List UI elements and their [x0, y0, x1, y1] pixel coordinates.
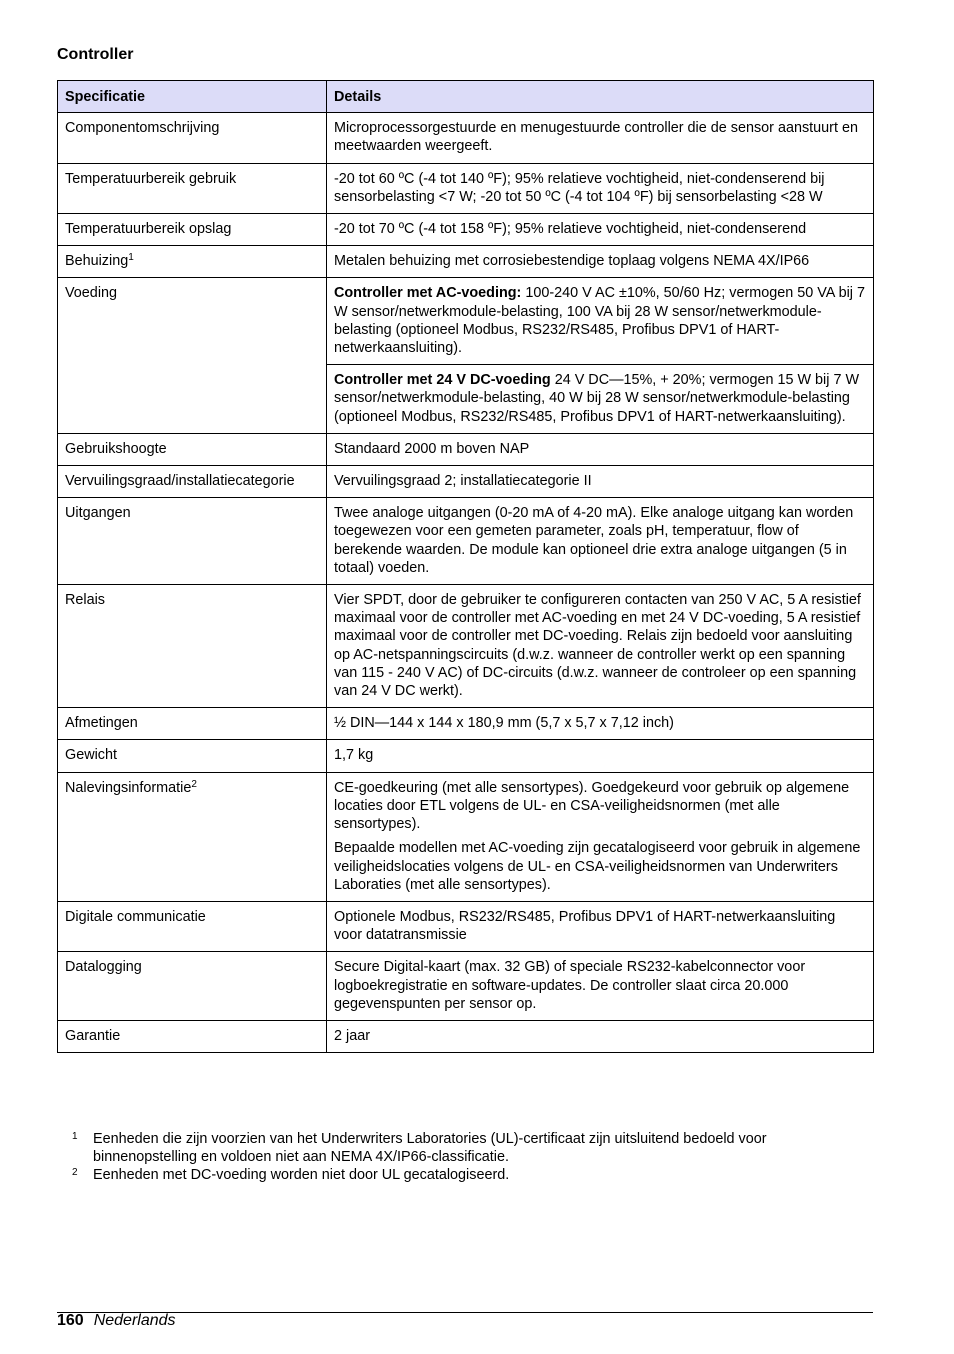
spec-cell: Gebruikshoogte: [58, 433, 327, 465]
detail-cell: Metalen behuizing met corrosiebestendige toplaag volgens NEMA 4X/IP66: [327, 246, 874, 278]
table-row: [58, 498, 874, 585]
spec-cell: Vervuilingsgraad/installatiecategorie: [58, 466, 327, 498]
spec-cell: Componentomschrijving: [58, 113, 327, 163]
detail-cell: [327, 365, 874, 434]
footnote-text: Eenheden met DC-voeding worden niet door UL gecatalogiseerd.: [93, 1167, 510, 1184]
table-row: [58, 740, 874, 772]
spec-cell: [58, 246, 327, 278]
spec-cell: Temperatuurbereik opslag: [58, 214, 327, 246]
detail-cell: Secure Digital-kaart (max. 32 GB) of speciale RS232-kabelconnector voor logboekregistratie en software-updates. De controller slaat circa 20.000 gegevenspunten per sensor op.: [327, 952, 874, 1021]
detail-cell: Twee analoge uitgangen (0-20 mA of 4-20 mA). Elke analoge uitgang kan worden toegewezen voor een gemeten parameter, zoals pH, temperatuur, flow of berekende waarden. De module kan optioneel drie extra analoge uitgangen (5 in totaal) voeden.: [327, 498, 874, 585]
column-header-specificatie: Specificatie: [58, 81, 327, 113]
footnote-number: 2: [72, 1167, 78, 1179]
page-footer: [57, 1312, 176, 1330]
footnote: [72, 1130, 872, 1166]
spec-cell: Temperatuurbereik gebruik: [58, 163, 327, 213]
footnote-number: 1: [72, 1131, 78, 1142]
table-header-row: [58, 81, 874, 113]
power-ac-text: 100-240 V AC ±10%, 50/60 Hz; vermogen 50 VA bij 7 W sensor/netwerkmodule-belasting, 100 VA bij 28 W sensor/netwerkmodule-belasting (optioneel Modbus, RS232/RS485, Profibus DPV1 of HART-netwerkaansluiting).: [334, 285, 865, 357]
table-row: [58, 901, 874, 951]
footnote: [72, 1166, 872, 1184]
detail-cell: Optionele Modbus, RS232/RS485, Profibus DPV1 of HART-netwerkaansluiting voor datatransmissie: [327, 901, 874, 951]
spec-cell: Datalogging: [58, 952, 327, 1021]
detail-cell: 2 jaar: [327, 1020, 874, 1052]
detail-cell: 1,7 kg: [327, 740, 874, 772]
page-number: 160: [57, 1312, 84, 1329]
spec-cell: Garantie: [58, 1020, 327, 1052]
column-header-details: Details: [327, 81, 874, 113]
table-row: [58, 952, 874, 1021]
table-row: [58, 246, 874, 278]
table-row: [58, 214, 874, 246]
detail-cell: Standaard 2000 m boven NAP: [327, 433, 874, 465]
section-title: Controller: [57, 46, 134, 63]
table-row: [58, 433, 874, 465]
detail-cell: -20 tot 70 ºC (-4 tot 158 ºF); 95% relatieve vochtigheid, niet-condenserend: [327, 214, 874, 246]
detail-cell: ½ DIN—144 x 144 x 180,9 mm (5,7 x 5,7 x 7,12 inch): [327, 708, 874, 740]
table-row: [58, 278, 874, 365]
spec-cell: [58, 772, 327, 901]
spec-label: Behuizing: [65, 253, 129, 270]
spec-cell: Afmetingen: [58, 708, 327, 740]
specification-table: [57, 80, 874, 1053]
spec-label: Nalevingsinformatie: [65, 779, 192, 796]
detail-cell: [327, 278, 874, 365]
footnote-text: Eenheden die zijn voorzien van het Underwriters Laboratories (UL)-certificaat zijn uitsluitend bedoeld voor binnenopstelling en voldoen niet aan NEMA 4X/IP66-classificatie.: [93, 1131, 767, 1166]
table-row: [58, 466, 874, 498]
power-dc-heading: Controller met 24 V DC-voeding: [334, 372, 551, 389]
footer-language: Nederlands: [93, 1312, 176, 1329]
spec-cell: Voeding: [58, 278, 327, 433]
spec-cell: Gewicht: [58, 740, 327, 772]
detail-cell: [327, 772, 874, 901]
spec-cell: Digitale communicatie: [58, 901, 327, 951]
table-row: [58, 708, 874, 740]
table-row: [58, 163, 874, 213]
detail-cell: -20 tot 60 ºC (-4 tot 140 ºF); 95% relatieve vochtigheid, niet-condenserend bij sensorbelasting <7 W; -20 tot 50 ºC (-4 tot 104 ºF) bij sensorbelasting <28 W: [327, 163, 874, 213]
spec-cell: Uitgangen: [58, 498, 327, 585]
table-row: [58, 585, 874, 708]
compliance-paragraph: CE-goedkeuring (met alle sensortypes). Goedgekeurd voor gebruik op algemene locaties door ETL volgens de UL- en CSA-veiligheidsnormen (met alle sensortypes).: [334, 779, 850, 833]
compliance-paragraph: Bepaalde modellen met AC-voeding zijn gecatalogiseerd voor gebruik in algemene veiligheidslocaties volgens de UL- en CSA-veiligheidsnormen van Underwriters Laboraties (met alle sensortypes).: [334, 840, 861, 893]
table-row: [58, 772, 874, 901]
detail-cell: Vier SPDT, door de gebruiker te configureren contacten van 250 V AC, 5 A resistief maximaal voor de controller met AC-voeding en met 24 V DC-voeding, 5 A resistief maximaal voor de controller met DC-voeding. Relais zijn bedoeld voor aansluiting op AC-netspanningscircuits (d.w.z. wanneer de controller werkt op een spanning van 115 - 240 V AC) of DC-circuits (d.w.z. wanneer de controleer op een spanning van 24 V DC werkt).: [327, 585, 874, 708]
footnotes: [72, 1130, 872, 1185]
table-row: [58, 1020, 874, 1052]
power-dc-text: 24 V DC—15%, + 20%; vermogen 15 W bij 7 W sensor/netwerkmodule-belasting, 40 W bij 28 W sensor/netwerkmodule-belasting (optioneel Modbus, RS232/RS485, Profibus DPV1 of HART-netwerkaansluiting).: [334, 372, 860, 425]
spec-cell: Relais: [58, 585, 327, 708]
detail-cell: Microprocessorgestuurde en menugestuurde controller die de sensor aanstuurt en meetwaarden weergeeft.: [327, 113, 874, 163]
footer-divider: [57, 1312, 873, 1313]
detail-cell: Vervuilingsgraad 2; installatiecategorie II: [327, 466, 874, 498]
power-ac-heading: Controller met AC-voeding:: [334, 285, 522, 302]
table-row: [58, 113, 874, 163]
footnote-ref: 1: [128, 252, 134, 264]
footnote-ref: 2: [191, 778, 197, 790]
